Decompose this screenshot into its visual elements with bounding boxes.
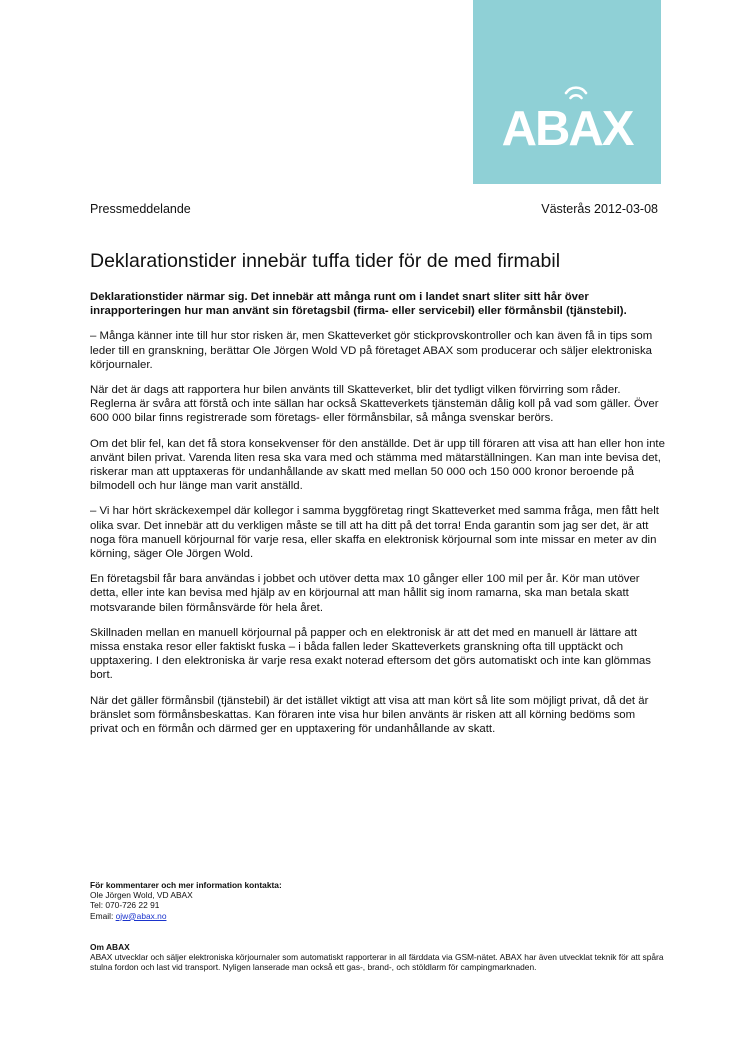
location-date: Västerås 2012-03-08 — [541, 202, 658, 216]
signal-waves-icon — [563, 84, 589, 102]
contact-heading: För kommentarer och mer information kontakta: — [90, 880, 282, 890]
logo-text: ABAX — [501, 102, 633, 156]
document-type: Pressmeddelande — [90, 202, 191, 216]
abax-logo — [473, 0, 661, 184]
contact-block — [90, 880, 665, 921]
lead-paragraph: Deklarationstider närmar sig. Det innebär att många runt om i landet snart sliter sitt hår över inrapporteringen hur man använt sin företagsbil (firma- eller servicebil) eller förmånsbil (tjänstebil). — [90, 291, 627, 318]
paragraph: När det gäller förmånsbil (tjänstebil) är det istället viktigt att visa att man kört så lite som möjligt privat, då det är bränslet som förmånsbeskattas. Kan föraren inte visa hur bilen använts är risken att all körning bedöms som privat och en förmån och därmed ger en upptaxering för undanhållande av skatt. — [90, 694, 649, 736]
paragraph: – Många känner inte till hur stor risken är, men Skatteverket gör stickprovskontroller och kan även få in tips som leder till en granskning, berättar Ole Jörgen Wold VD på företaget ABAX som producerar och säljer elektroniska körjournaler. — [90, 330, 653, 371]
about-text: ABAX utvecklar och säljer elektroniska körjournaler som automatiskt rapporterar in all färddata via GSM-nätet. ABAX har även utvecklat teknik för att spåra stulna fordon och last vid transport. Nyligen lanserade man också ett gas-, brand-, och stöldlarm för campingmarknaden. — [90, 952, 664, 973]
meta-row — [90, 202, 658, 216]
paragraph: – Vi har hört skräckexempel där kollegor i samma byggföretag ringt Skatteverket med samma fråga, men fått helt olika svar. Det innebär att du verkligen måste se till att ha ditt på det torra! Enda garantin som jag ser det, är att noga föra manuell körjournal för varje resa, eller skaffa en elektronisk körjournal som inte missar en meter av din körning, säger Ole Jörgen Wold. — [90, 505, 659, 561]
contact-phone: Tel: 070-726 22 91 — [90, 900, 160, 911]
email-label: Email: — [90, 910, 116, 921]
about-heading: Om ABAX — [90, 942, 130, 952]
contact-name: Ole Jörgen Wold, VD ABAX — [90, 890, 193, 901]
headline: Deklarationstider innebär tuffa tider för de med firmabil — [90, 250, 561, 272]
contact-email-row — [90, 911, 665, 921]
paragraph: En företagsbil får bara användas i jobbet och utöver detta max 10 gånger eller 100 mil per år. Kör man utöver detta, eller inte kan bevisa med hjälp av en körjournal att man hållit sig inom ramarna, ska man betala skatt motsvarande bilen förmånsvärde för hela året. — [90, 573, 640, 614]
paragraph: Om det blir fel, kan det få stora konsekvenser för den anställde. Det är upp till föraren att visa att han eller hon inte använt bilen privat. Varenda liten resa ska vara med och stämma med mätarställningen. Kan man inte bevisa det, riskerar man att upptaxeras för undanhållande av skatt med mellan 50 000 och 150 000 kronor beroende på bilmodell och hur länge man varit anställd. — [90, 437, 665, 493]
paragraph: Skillnaden mellan en manuell körjournal på papper och en elektronisk är att det med en manuell är lättare att missa enstaka resor eller faktiskt fuska – i båda fallen leder Skatteverkets granskning ofta till upptäckt och upptaxering. I den elektroniska är varje resa exakt noterad eftersom det görs automatiskt och inte kan glömmas bort. — [90, 626, 651, 682]
paragraph: När det är dags att rapportera hur bilen använts till Skatteverket, blir det tydligt vilken förvirring som råder. Reglerna är svåra att förstå och inte sällan har också Skatteverkets tjänstemän dålig koll på vad som gäller. Över 600 000 bilar finns registrerade som företags- eller förmånsbilar, så många svenskar berörs. — [90, 384, 659, 425]
email-link[interactable]: ojw@abax.no — [115, 910, 167, 921]
article-body — [90, 290, 665, 747]
about-block — [90, 942, 665, 973]
